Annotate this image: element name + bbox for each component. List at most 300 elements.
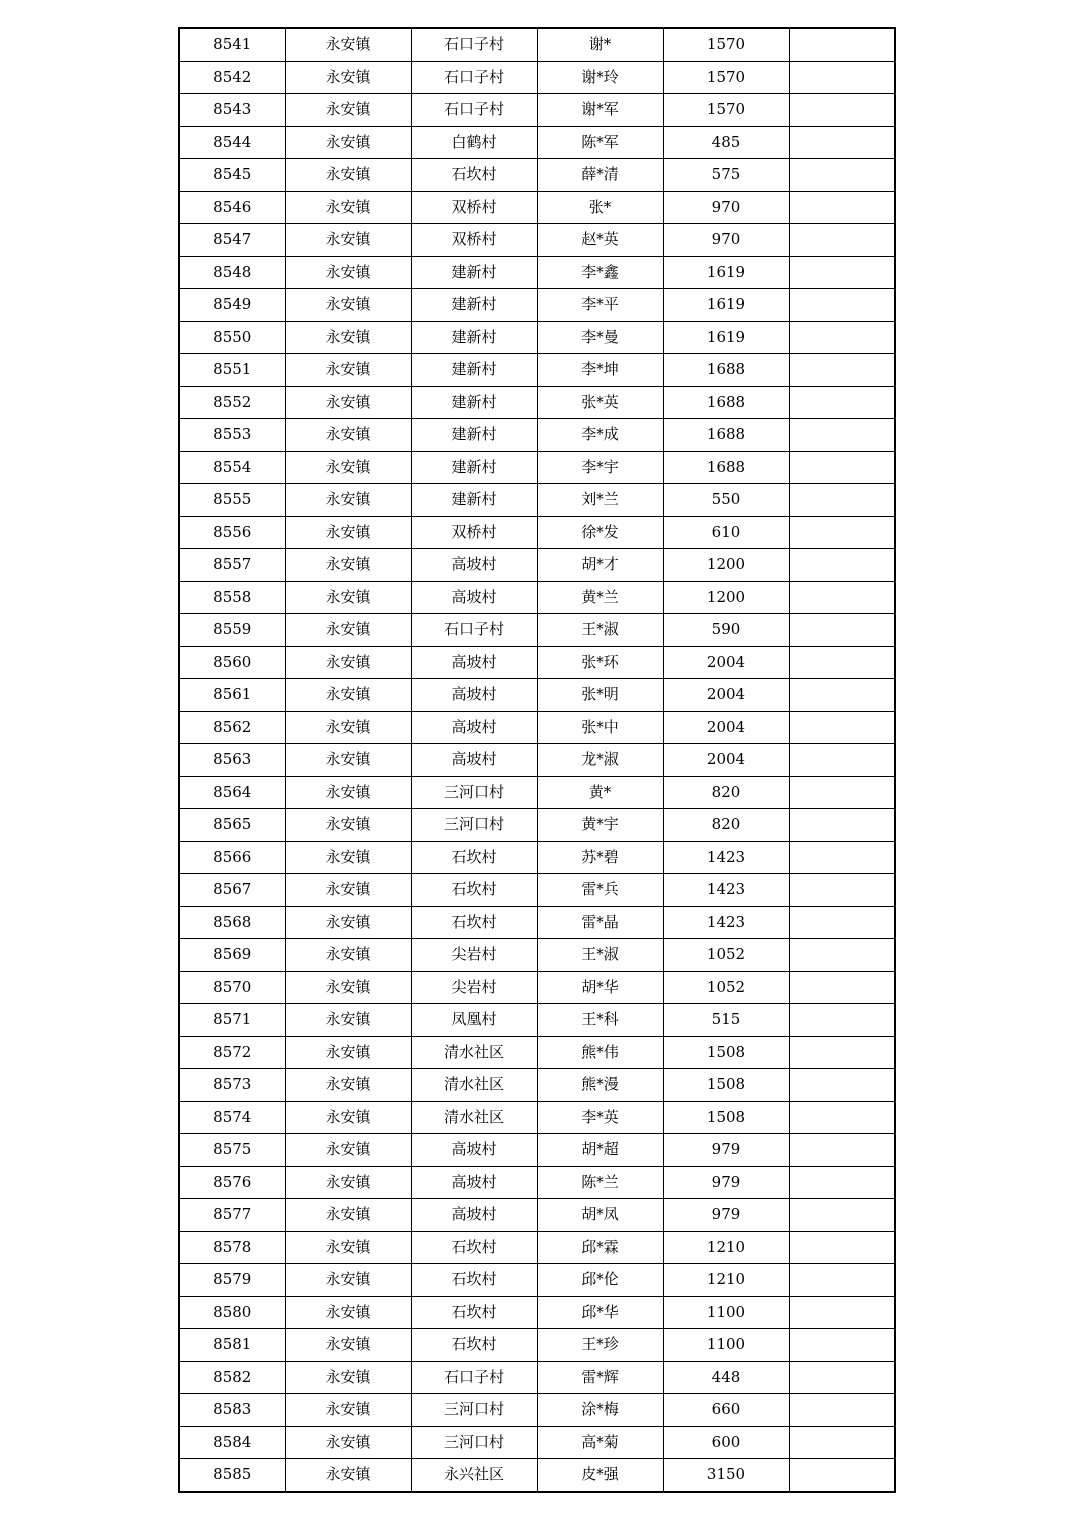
village-cell: 石坎村: [411, 1231, 537, 1264]
name-cell: 邱*华: [537, 1296, 663, 1329]
town-cell: 永安镇: [285, 646, 411, 679]
name-cell: 张*英: [537, 386, 663, 419]
note-cell: [789, 386, 895, 419]
village-cell: 高坡村: [411, 1134, 537, 1167]
name-cell: 谢*玲: [537, 61, 663, 94]
note-cell: [789, 776, 895, 809]
table-row: [179, 61, 895, 94]
village-cell: 双桥村: [411, 224, 537, 257]
note-cell: [789, 451, 895, 484]
table-row: [179, 256, 895, 289]
town-cell: 永安镇: [285, 256, 411, 289]
row-number-cell: 8565: [179, 809, 285, 842]
table-row: [179, 744, 895, 777]
village-cell: 石坎村: [411, 1296, 537, 1329]
town-cell: 永安镇: [285, 1199, 411, 1232]
village-cell: 白鹤村: [411, 126, 537, 159]
name-cell: 王*淑: [537, 614, 663, 647]
amount-cell: 550: [663, 484, 789, 517]
town-cell: 永安镇: [285, 484, 411, 517]
name-cell: 李*成: [537, 419, 663, 452]
row-number-cell: 8545: [179, 159, 285, 192]
note-cell: [789, 1329, 895, 1362]
town-cell: 永安镇: [285, 159, 411, 192]
table-row: [179, 484, 895, 517]
town-cell: 永安镇: [285, 549, 411, 582]
note-cell: [789, 744, 895, 777]
village-cell: 建新村: [411, 256, 537, 289]
row-number-cell: 8562: [179, 711, 285, 744]
note-cell: [789, 1199, 895, 1232]
row-number-cell: 8554: [179, 451, 285, 484]
row-number-cell: 8573: [179, 1069, 285, 1102]
note-cell: [789, 1361, 895, 1394]
town-cell: 永安镇: [285, 971, 411, 1004]
table-row: [179, 1101, 895, 1134]
note-cell: [789, 1296, 895, 1329]
name-cell: 薛*清: [537, 159, 663, 192]
village-cell: 石口子村: [411, 614, 537, 647]
note-cell: [789, 906, 895, 939]
row-number-cell: 8569: [179, 939, 285, 972]
row-number-cell: 8553: [179, 419, 285, 452]
name-cell: 王*科: [537, 1004, 663, 1037]
name-cell: 高*菊: [537, 1426, 663, 1459]
table-row: [179, 1231, 895, 1264]
name-cell: 黄*: [537, 776, 663, 809]
village-cell: 三河口村: [411, 1426, 537, 1459]
note-cell: [789, 191, 895, 224]
table-row: [179, 1036, 895, 1069]
name-cell: 胡*华: [537, 971, 663, 1004]
village-cell: 三河口村: [411, 1394, 537, 1427]
table-row: [179, 224, 895, 257]
amount-cell: 3150: [663, 1459, 789, 1492]
amount-cell: 979: [663, 1199, 789, 1232]
amount-cell: 970: [663, 191, 789, 224]
row-number-cell: 8556: [179, 516, 285, 549]
amount-cell: 1200: [663, 549, 789, 582]
table-row: [179, 321, 895, 354]
amount-cell: 600: [663, 1426, 789, 1459]
table-row: [179, 1069, 895, 1102]
table-row: [179, 191, 895, 224]
name-cell: 李*宇: [537, 451, 663, 484]
row-number-cell: 8559: [179, 614, 285, 647]
note-cell: [789, 289, 895, 322]
amount-cell: 1688: [663, 386, 789, 419]
note-cell: [789, 28, 895, 61]
name-cell: 李*曼: [537, 321, 663, 354]
name-cell: 李*英: [537, 1101, 663, 1134]
village-cell: 石坎村: [411, 874, 537, 907]
row-number-cell: 8577: [179, 1199, 285, 1232]
row-number-cell: 8551: [179, 354, 285, 387]
name-cell: 赵*英: [537, 224, 663, 257]
note-cell: [789, 614, 895, 647]
row-number-cell: 8544: [179, 126, 285, 159]
name-cell: 雷*辉: [537, 1361, 663, 1394]
note-cell: [789, 939, 895, 972]
row-number-cell: 8561: [179, 679, 285, 712]
note-cell: [789, 1004, 895, 1037]
note-cell: [789, 224, 895, 257]
row-number-cell: 8574: [179, 1101, 285, 1134]
row-number-cell: 8558: [179, 581, 285, 614]
town-cell: 永安镇: [285, 1134, 411, 1167]
town-cell: 永安镇: [285, 61, 411, 94]
name-cell: 徐*发: [537, 516, 663, 549]
village-cell: 清水社区: [411, 1101, 537, 1134]
town-cell: 永安镇: [285, 776, 411, 809]
town-cell: 永安镇: [285, 939, 411, 972]
table-row: [179, 1459, 895, 1492]
village-cell: 高坡村: [411, 646, 537, 679]
table-row: [179, 711, 895, 744]
amount-cell: 979: [663, 1166, 789, 1199]
name-cell: 邱*霖: [537, 1231, 663, 1264]
row-number-cell: 8580: [179, 1296, 285, 1329]
town-cell: 永安镇: [285, 1459, 411, 1492]
note-cell: [789, 1426, 895, 1459]
village-cell: 石坎村: [411, 1329, 537, 1362]
note-cell: [789, 516, 895, 549]
row-number-cell: 8572: [179, 1036, 285, 1069]
village-cell: 高坡村: [411, 581, 537, 614]
name-cell: 黄*兰: [537, 581, 663, 614]
row-number-cell: 8548: [179, 256, 285, 289]
village-cell: 建新村: [411, 419, 537, 452]
town-cell: 永安镇: [285, 1004, 411, 1037]
row-number-cell: 8549: [179, 289, 285, 322]
village-cell: 建新村: [411, 321, 537, 354]
table-row: [179, 581, 895, 614]
row-number-cell: 8550: [179, 321, 285, 354]
amount-cell: 1423: [663, 841, 789, 874]
amount-cell: 2004: [663, 744, 789, 777]
town-cell: 永安镇: [285, 906, 411, 939]
amount-cell: 660: [663, 1394, 789, 1427]
table-row: [179, 549, 895, 582]
town-cell: 永安镇: [285, 94, 411, 127]
village-cell: 双桥村: [411, 516, 537, 549]
amount-cell: 1100: [663, 1329, 789, 1362]
table-row: [179, 386, 895, 419]
name-cell: 黄*宇: [537, 809, 663, 842]
name-cell: 谢*: [537, 28, 663, 61]
amount-cell: 820: [663, 809, 789, 842]
table-row: [179, 776, 895, 809]
row-number-cell: 8564: [179, 776, 285, 809]
name-cell: 李*坤: [537, 354, 663, 387]
town-cell: 永安镇: [285, 1069, 411, 1102]
name-cell: 陈*军: [537, 126, 663, 159]
town-cell: 永安镇: [285, 1329, 411, 1362]
row-number-cell: 8543: [179, 94, 285, 127]
note-cell: [789, 1166, 895, 1199]
note-cell: [789, 354, 895, 387]
town-cell: 永安镇: [285, 711, 411, 744]
note-cell: [789, 159, 895, 192]
name-cell: 皮*强: [537, 1459, 663, 1492]
town-cell: 永安镇: [285, 354, 411, 387]
note-cell: [789, 256, 895, 289]
amount-cell: 1100: [663, 1296, 789, 1329]
village-cell: 三河口村: [411, 809, 537, 842]
name-cell: 张*明: [537, 679, 663, 712]
town-cell: 永安镇: [285, 614, 411, 647]
amount-cell: 820: [663, 776, 789, 809]
amount-cell: 1200: [663, 581, 789, 614]
amount-cell: 2004: [663, 711, 789, 744]
amount-cell: 1423: [663, 874, 789, 907]
village-cell: 清水社区: [411, 1036, 537, 1069]
town-cell: 永安镇: [285, 874, 411, 907]
village-cell: 石口子村: [411, 61, 537, 94]
village-cell: 石坎村: [411, 159, 537, 192]
name-cell: 陈*兰: [537, 1166, 663, 1199]
name-cell: 雷*晶: [537, 906, 663, 939]
table-row: [179, 1264, 895, 1297]
name-cell: 苏*碧: [537, 841, 663, 874]
town-cell: 永安镇: [285, 679, 411, 712]
table-row: [179, 646, 895, 679]
row-number-cell: 8541: [179, 28, 285, 61]
row-number-cell: 8579: [179, 1264, 285, 1297]
note-cell: [789, 94, 895, 127]
village-cell: 石坎村: [411, 841, 537, 874]
note-cell: [789, 61, 895, 94]
amount-cell: 1210: [663, 1231, 789, 1264]
name-cell: 胡*超: [537, 1134, 663, 1167]
town-cell: 永安镇: [285, 841, 411, 874]
amount-cell: 1619: [663, 289, 789, 322]
village-cell: 石坎村: [411, 1264, 537, 1297]
town-cell: 永安镇: [285, 1361, 411, 1394]
table-row: [179, 1166, 895, 1199]
table-row: [179, 126, 895, 159]
table-row: [179, 1199, 895, 1232]
village-cell: 凤凰村: [411, 1004, 537, 1037]
table-row: [179, 354, 895, 387]
town-cell: 永安镇: [285, 744, 411, 777]
note-cell: [789, 321, 895, 354]
table-row: [179, 1394, 895, 1427]
name-cell: 胡*才: [537, 549, 663, 582]
village-cell: 三河口村: [411, 776, 537, 809]
table-row: [179, 939, 895, 972]
amount-cell: 970: [663, 224, 789, 257]
subsidy-list-table: [178, 27, 896, 1493]
town-cell: 永安镇: [285, 581, 411, 614]
village-cell: 高坡村: [411, 549, 537, 582]
amount-cell: 1570: [663, 94, 789, 127]
town-cell: 永安镇: [285, 451, 411, 484]
village-cell: 建新村: [411, 354, 537, 387]
name-cell: 张*: [537, 191, 663, 224]
name-cell: 熊*漫: [537, 1069, 663, 1102]
note-cell: [789, 841, 895, 874]
amount-cell: 610: [663, 516, 789, 549]
row-number-cell: 8578: [179, 1231, 285, 1264]
village-cell: 高坡村: [411, 711, 537, 744]
table-row: [179, 1426, 895, 1459]
note-cell: [789, 971, 895, 1004]
table-row: [179, 28, 895, 61]
amount-cell: 2004: [663, 646, 789, 679]
amount-cell: 1688: [663, 419, 789, 452]
town-cell: 永安镇: [285, 1101, 411, 1134]
name-cell: 龙*淑: [537, 744, 663, 777]
name-cell: 雷*兵: [537, 874, 663, 907]
town-cell: 永安镇: [285, 1296, 411, 1329]
table-row: [179, 1361, 895, 1394]
table-row: [179, 906, 895, 939]
village-cell: 高坡村: [411, 679, 537, 712]
town-cell: 永安镇: [285, 1394, 411, 1427]
row-number-cell: 8563: [179, 744, 285, 777]
row-number-cell: 8581: [179, 1329, 285, 1362]
village-cell: 石口子村: [411, 28, 537, 61]
village-cell: 清水社区: [411, 1069, 537, 1102]
table-row: [179, 1296, 895, 1329]
row-number-cell: 8546: [179, 191, 285, 224]
village-cell: 石口子村: [411, 94, 537, 127]
town-cell: 永安镇: [285, 224, 411, 257]
row-number-cell: 8584: [179, 1426, 285, 1459]
note-cell: [789, 1264, 895, 1297]
town-cell: 永安镇: [285, 191, 411, 224]
note-cell: [789, 1036, 895, 1069]
row-number-cell: 8542: [179, 61, 285, 94]
amount-cell: 1052: [663, 939, 789, 972]
note-cell: [789, 581, 895, 614]
village-cell: 建新村: [411, 386, 537, 419]
table-body: [179, 28, 895, 1492]
note-cell: [789, 419, 895, 452]
table-row: [179, 1004, 895, 1037]
town-cell: 永安镇: [285, 1231, 411, 1264]
amount-cell: 448: [663, 1361, 789, 1394]
name-cell: 李*平: [537, 289, 663, 322]
note-cell: [789, 874, 895, 907]
amount-cell: 1570: [663, 28, 789, 61]
table-row: [179, 874, 895, 907]
town-cell: 永安镇: [285, 1166, 411, 1199]
table-row: [179, 419, 895, 452]
village-cell: 高坡村: [411, 1166, 537, 1199]
village-cell: 永兴社区: [411, 1459, 537, 1492]
row-number-cell: 8575: [179, 1134, 285, 1167]
table-row: [179, 841, 895, 874]
town-cell: 永安镇: [285, 809, 411, 842]
village-cell: 建新村: [411, 289, 537, 322]
row-number-cell: 8570: [179, 971, 285, 1004]
amount-cell: 1508: [663, 1101, 789, 1134]
town-cell: 永安镇: [285, 386, 411, 419]
name-cell: 刘*兰: [537, 484, 663, 517]
village-cell: 尖岩村: [411, 939, 537, 972]
table-row: [179, 94, 895, 127]
row-number-cell: 8566: [179, 841, 285, 874]
row-number-cell: 8555: [179, 484, 285, 517]
amount-cell: 1508: [663, 1069, 789, 1102]
amount-cell: 1688: [663, 451, 789, 484]
town-cell: 永安镇: [285, 289, 411, 322]
village-cell: 石口子村: [411, 1361, 537, 1394]
table-row: [179, 159, 895, 192]
note-cell: [789, 1101, 895, 1134]
amount-cell: 1423: [663, 906, 789, 939]
row-number-cell: 8571: [179, 1004, 285, 1037]
note-cell: [789, 1134, 895, 1167]
table-row: [179, 614, 895, 647]
table-row: [179, 809, 895, 842]
note-cell: [789, 1394, 895, 1427]
name-cell: 王*淑: [537, 939, 663, 972]
amount-cell: 1619: [663, 256, 789, 289]
name-cell: 胡*凤: [537, 1199, 663, 1232]
name-cell: 熊*伟: [537, 1036, 663, 1069]
table-row: [179, 516, 895, 549]
amount-cell: 515: [663, 1004, 789, 1037]
village-cell: 高坡村: [411, 1199, 537, 1232]
row-number-cell: 8560: [179, 646, 285, 679]
amount-cell: 1570: [663, 61, 789, 94]
table-row: [179, 451, 895, 484]
row-number-cell: 8576: [179, 1166, 285, 1199]
amount-cell: 1688: [663, 354, 789, 387]
amount-cell: 1052: [663, 971, 789, 1004]
amount-cell: 1508: [663, 1036, 789, 1069]
name-cell: 张*环: [537, 646, 663, 679]
row-number-cell: 8582: [179, 1361, 285, 1394]
village-cell: 建新村: [411, 451, 537, 484]
row-number-cell: 8547: [179, 224, 285, 257]
row-number-cell: 8585: [179, 1459, 285, 1492]
note-cell: [789, 809, 895, 842]
village-cell: 石坎村: [411, 906, 537, 939]
note-cell: [789, 646, 895, 679]
town-cell: 永安镇: [285, 516, 411, 549]
village-cell: 尖岩村: [411, 971, 537, 1004]
row-number-cell: 8552: [179, 386, 285, 419]
name-cell: 邱*伦: [537, 1264, 663, 1297]
amount-cell: 1619: [663, 321, 789, 354]
town-cell: 永安镇: [285, 126, 411, 159]
amount-cell: 1210: [663, 1264, 789, 1297]
amount-cell: 979: [663, 1134, 789, 1167]
amount-cell: 590: [663, 614, 789, 647]
town-cell: 永安镇: [285, 1426, 411, 1459]
town-cell: 永安镇: [285, 28, 411, 61]
name-cell: 谢*军: [537, 94, 663, 127]
name-cell: 李*鑫: [537, 256, 663, 289]
table-row: [179, 971, 895, 1004]
note-cell: [789, 711, 895, 744]
amount-cell: 485: [663, 126, 789, 159]
amount-cell: 2004: [663, 679, 789, 712]
name-cell: 张*中: [537, 711, 663, 744]
row-number-cell: 8583: [179, 1394, 285, 1427]
note-cell: [789, 126, 895, 159]
village-cell: 高坡村: [411, 744, 537, 777]
note-cell: [789, 1069, 895, 1102]
amount-cell: 575: [663, 159, 789, 192]
table-row: [179, 289, 895, 322]
village-cell: 建新村: [411, 484, 537, 517]
table-row: [179, 1134, 895, 1167]
